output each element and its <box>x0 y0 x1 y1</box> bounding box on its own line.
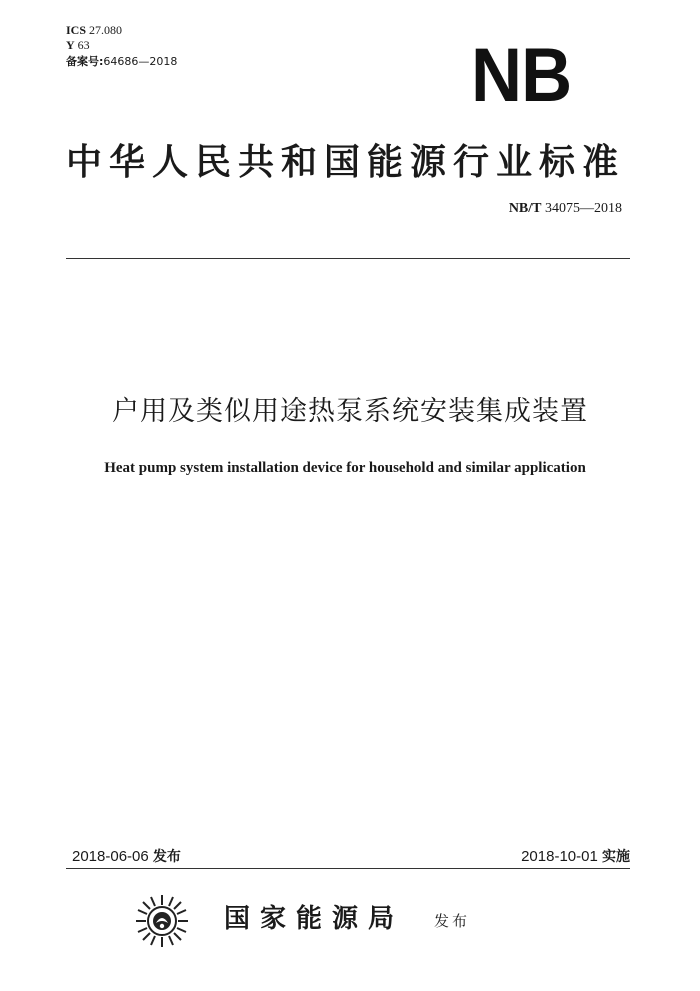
ics-value: 27.080 <box>89 23 123 37</box>
effective-date-label: 实施 <box>602 848 630 864</box>
effective-date <box>521 846 630 866</box>
category-value: 63 <box>77 38 90 52</box>
filing-value: 64686—2018 <box>103 55 178 68</box>
filing-label: 备案号: <box>66 55 104 68</box>
effective-date-value: 2018-10-01 <box>521 848 598 865</box>
ics-label: ICS <box>66 23 87 37</box>
category-label: Y <box>66 38 75 52</box>
ics-code <box>66 23 122 38</box>
standard-number-value: 34075—2018 <box>545 201 622 216</box>
issuer-suffix: 发布 <box>434 912 471 930</box>
standard-number-prefix: NB/T <box>508 201 542 216</box>
footer-divider <box>66 868 630 869</box>
national-energy-administration-emblem-icon <box>134 893 190 949</box>
category-code <box>66 38 90 53</box>
standard-number <box>509 201 622 217</box>
standard-title: 中华人民共和国能源行业标准 <box>66 142 626 183</box>
filing-number <box>66 54 177 69</box>
issue-date-value: 2018-06-06 <box>72 848 149 865</box>
issue-date <box>72 846 181 866</box>
document-title-en: Heat pump system installation device for household and similar application <box>104 460 586 476</box>
issue-date-label: 发布 <box>152 848 181 864</box>
issuer-name: 国家能源局 <box>224 904 405 934</box>
document-title-cn: 户用及类似用途热泵系统安装集成装置 <box>112 396 588 427</box>
nb-logo: NB <box>471 33 572 118</box>
header-divider <box>66 258 630 259</box>
